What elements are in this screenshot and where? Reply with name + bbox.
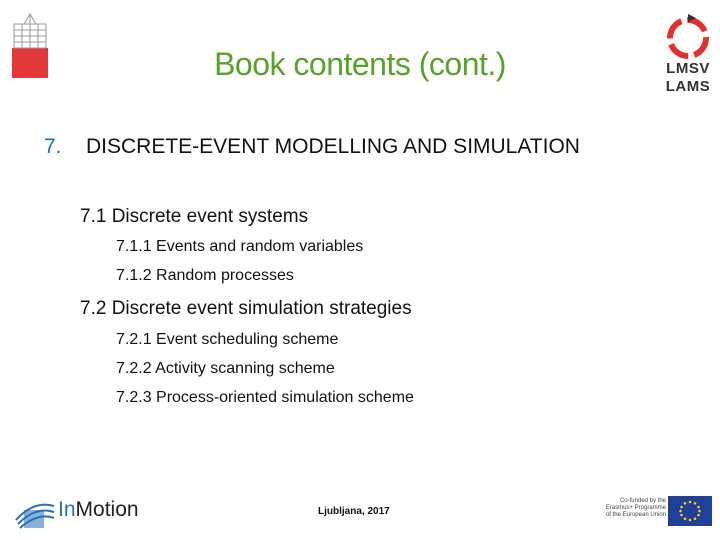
cofunded-line: Co-funded by the	[619, 498, 666, 504]
cofunded-line: Erasmus+ Programme	[605, 505, 666, 511]
subsection-item: 7.2.2 Activity scanning scheme	[116, 360, 335, 377]
lmsv-line: LMSV	[666, 60, 710, 77]
page-title: Book contents (cont.)	[214, 46, 506, 82]
chapter-title: DISCRETE-EVENT MODELLING AND SIMULATION	[86, 135, 580, 158]
chapter-heading	[44, 135, 580, 159]
section-label: 7.2 Discrete event simulation strategies	[80, 298, 412, 319]
chapter-number: 7.	[44, 135, 62, 158]
subsection-item: 7.1.1 Events and random variables	[116, 238, 364, 255]
subsection-item: 7.2.3 Process-oriented simulation scheme	[116, 389, 414, 406]
cofunded-line: of the European Union	[605, 512, 666, 518]
inmotion-suffix: Motion	[75, 498, 139, 521]
inmotion-prefix: In	[58, 498, 76, 521]
footer-location: Ljubljana, 2017	[318, 506, 390, 517]
subsection-item: 7.2.1 Event scheduling scheme	[116, 331, 339, 348]
inmotion-logo-text	[58, 498, 139, 522]
cofunded-text	[588, 498, 666, 519]
subsection-item: 7.1.2 Random processes	[116, 267, 294, 284]
eu-flag-icon	[668, 496, 712, 526]
section-label: 7.1 Discrete event systems	[80, 206, 309, 227]
lams-line: LAMS	[665, 78, 711, 95]
